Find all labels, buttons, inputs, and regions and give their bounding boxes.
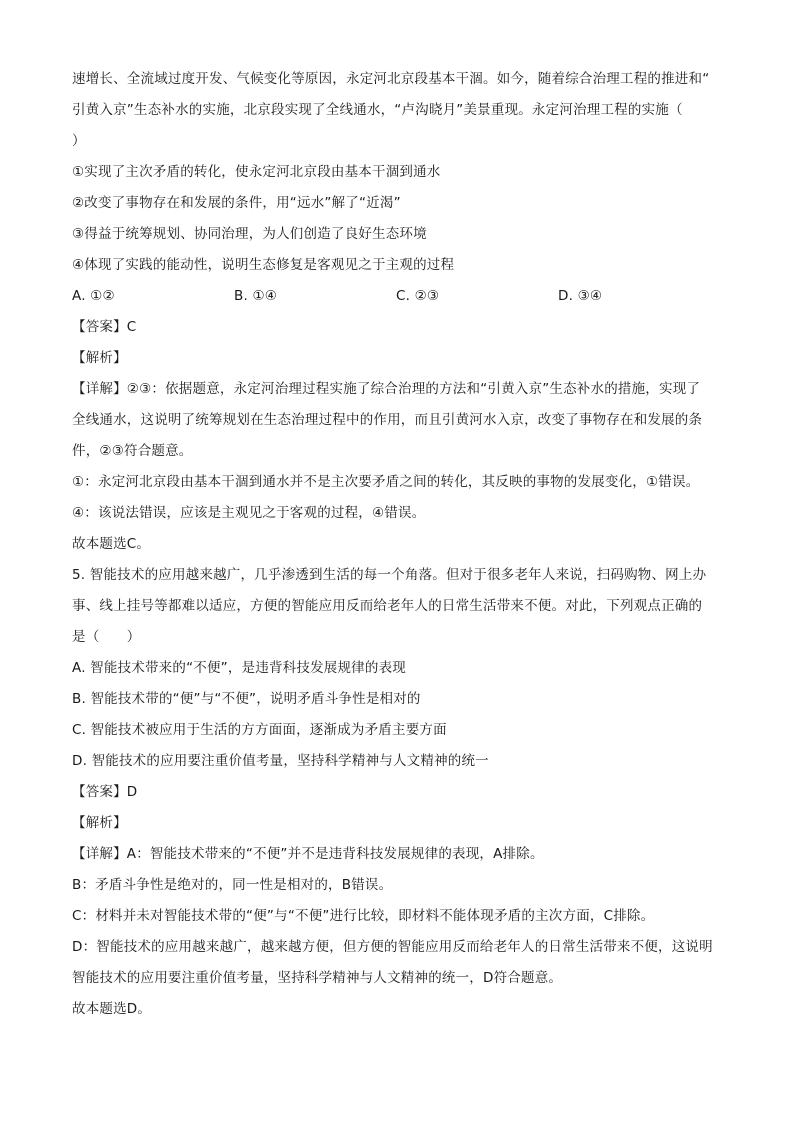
option-b: B. 智能技术带的“便”与“不便”，说明矛盾斗争性是相对的 — [72, 691, 421, 707]
statement-4: ④体现了实践的能动性，说明生态修复是客观见之于主观的过程 — [72, 257, 455, 273]
detail-line: 全线通水，这说明了统筹规划在生态治理过程中的作用，而且引黄河水入京，改变了事物存在和发展的条 — [72, 412, 703, 428]
option-a: A. ①② — [72, 288, 115, 304]
document-page — [72, 64, 724, 1025]
option-d: D. 智能技术的应用要注重价值考量，坚持科学精神与人文精神的统一 — [72, 753, 489, 769]
detail-line: C：材料并未对智能技术带的“便”与“不便”进行比较，即材料不能体现矛盾的主次方面，C排除。 — [72, 908, 655, 924]
analysis-label: 【解析】 — [72, 350, 127, 366]
question-stem-line: 引黄入京”生态补水的实施，北京段实现了全线通水，“卢沟晓月”美景重现。永定河治理工程的实施（ — [72, 102, 683, 118]
question-stem-line: 是（ ） — [72, 629, 141, 645]
detail-line: B：矛盾斗争性是绝对的，同一性是相对的，B错误。 — [72, 877, 393, 893]
question-5 — [72, 560, 724, 1025]
detail-line: ①：永定河北京段由基本干涸到通水并不是主次要矛盾之间的转化，其反映的事物的发展变化，①错误。 — [72, 474, 700, 490]
detail-line: D：智能技术的应用越来越广，越来越方便，但方便的智能应用反而给老年人的日常生活带来不便，这说明 — [72, 939, 713, 955]
option-c: C. ②③ — [396, 288, 440, 304]
statement-1: ①实现了主次矛盾的转化，使永定河北京段由基本干涸到通水 — [72, 164, 441, 180]
answer-label: 【答案】D — [72, 784, 138, 800]
analysis-label: 【解析】 — [72, 815, 127, 831]
conclusion-line: 故本题选D。 — [72, 1001, 152, 1017]
question-stem-line: ） — [72, 133, 86, 149]
statement-2: ②改变了事物存在和发展的条件，用“远水”解了“近渴” — [72, 195, 401, 211]
option-b: B. ①④ — [234, 288, 278, 304]
question-stem-line: 事、线上挂号等都难以适应，方便的智能应用反而给老年人的日常生活带来不便。对此，下列观点正确的 — [72, 598, 703, 614]
detail-line: 件，②③符合题意。 — [72, 443, 193, 459]
option-d: D. ③④ — [558, 288, 603, 304]
statement-3: ③得益于统筹规划、协同治理，为人们创造了良好生态环境 — [72, 226, 427, 242]
detail-line: 【详解】A：智能技术带来的“不便”并不是违背科技发展规律的表现，A排除。 — [72, 846, 544, 862]
question-stem-line: 5. 智能技术的应用越来越广，几乎渗透到生活的每一个角落。但对于很多老年人来说，扫码购物、网上办 — [72, 567, 707, 583]
option-a: A. 智能技术带来的“不便”，是违背科技发展规律的表现 — [72, 660, 406, 676]
detail-line: 【详解】②③：依据题意，永定河治理过程实施了综合治理的方法和“引黄入京”生态补水的措施，实现了 — [72, 381, 701, 397]
option-c: C. 智能技术被应用于生活的方方面面，逐渐成为矛盾主要方面 — [72, 722, 447, 738]
conclusion-line: 故本题选C。 — [72, 536, 151, 552]
question-stem-line: 速增长、全流域过度开发、气候变化等原因，永定河北京段基本干涸。如今，随着综合治理工程的推进和“ — [72, 71, 710, 87]
question-4 — [72, 64, 724, 560]
detail-line: 智能技术的应用要注重价值考量，坚持科学精神与人文精神的统一，D符合题意。 — [72, 970, 563, 986]
detail-line: ④：该说法错误，应该是主观见之于客观的过程，④错误。 — [72, 505, 426, 521]
answer-label: 【答案】C — [72, 319, 137, 335]
option-row — [72, 281, 724, 312]
